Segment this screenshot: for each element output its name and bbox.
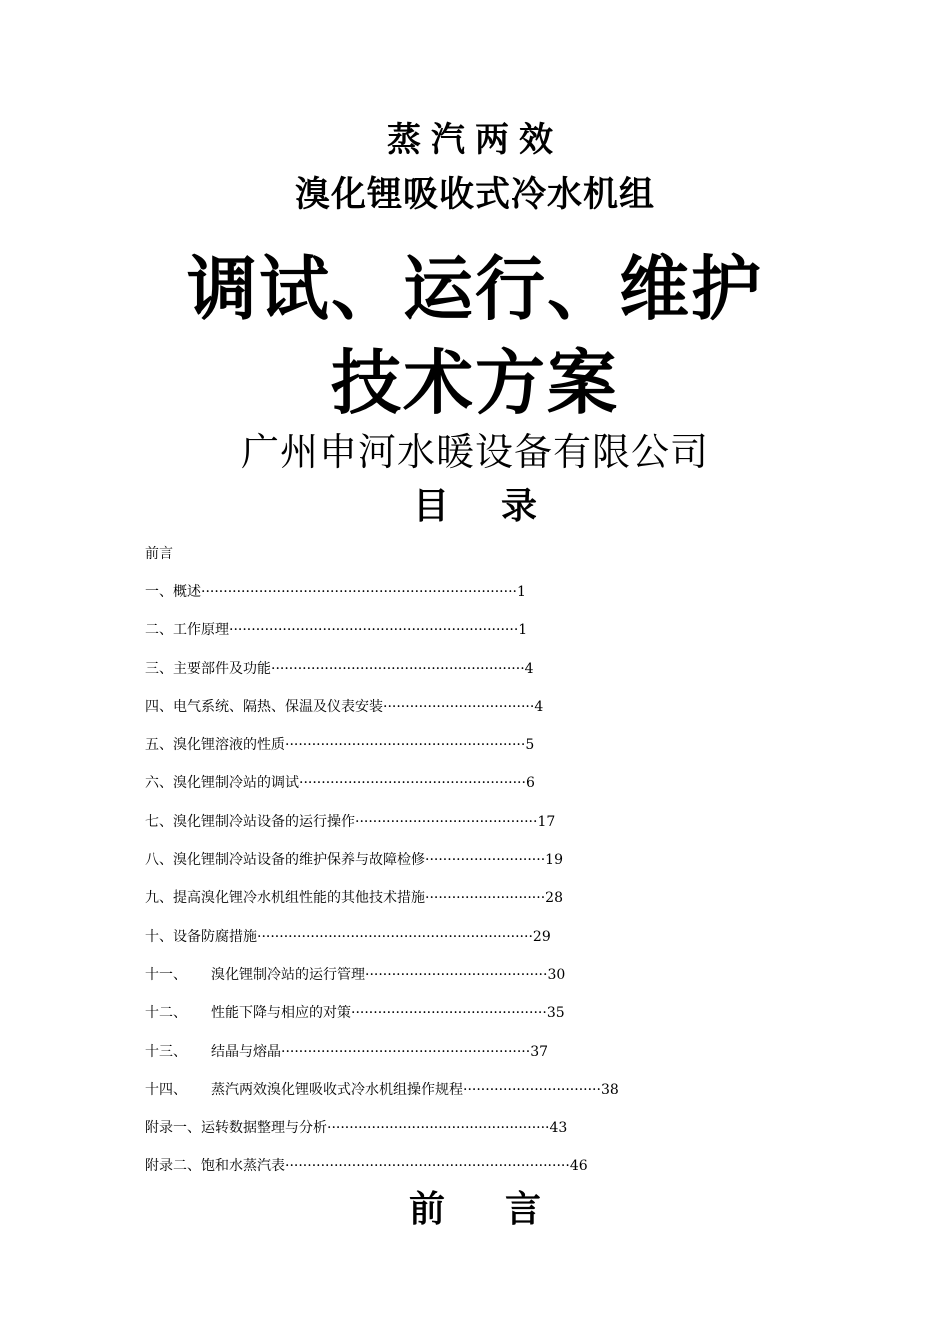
toc-entry-label (145, 1080, 463, 1100)
toc-entry-label (145, 927, 257, 947)
toc-entry[interactable] (145, 773, 785, 811)
toc-entry-number: 附录一、 (145, 1120, 201, 1137)
preface-heading-right: 言 (505, 1188, 542, 1230)
toc-entry-label (145, 888, 425, 908)
toc-heading (0, 484, 950, 530)
toc-entry-page-number: 6 (525, 775, 535, 792)
toc-entry[interactable] (145, 1003, 785, 1041)
toc-entry-leader-dots: ······························· (463, 1081, 601, 1098)
toc-entry-label (145, 1042, 281, 1062)
toc-entry-label (145, 850, 425, 870)
toc-entry-leader-dots: ········································· (355, 813, 538, 830)
toc-entry-number: 附录二、 (145, 1158, 201, 1175)
toc-entry-label (145, 1156, 285, 1176)
toc-entry-leader-dots: ························································ (281, 1043, 531, 1060)
toc-entry-title: 结晶与熔晶 (211, 1043, 281, 1060)
toc-entry-label (145, 735, 285, 755)
toc-entry-title: 概述 (173, 584, 201, 600)
toc-entry-leader-dots: ································································ (285, 1158, 570, 1175)
company-name: 广州申河水暖设备有限公司 (240, 430, 709, 474)
toc-entry-label (145, 659, 271, 679)
toc-entry-title: 电气系统、隔热、保温及仪表安装 (173, 698, 383, 715)
toc-entry-title: 蒸汽两效溴化锂吸收式冷水机组操作规程 (211, 1081, 463, 1098)
toc-entry-label (145, 697, 383, 717)
toc-entry-leader-dots: ································································· (229, 622, 519, 639)
toc-entry[interactable] (145, 927, 785, 965)
toc-entry-title: 溴化锂制冷站的运行管理 (211, 966, 365, 983)
toc-entry-label (145, 812, 355, 832)
toc-entry[interactable] (145, 1118, 785, 1156)
toc-entry-label (145, 582, 201, 602)
cover-title-line-2: 技术方案 (331, 342, 619, 424)
toc-entry-number: 七、 (145, 813, 173, 830)
toc-entry-leader-dots: ··························· (425, 852, 546, 869)
toc-entry-label (145, 1003, 351, 1023)
toc-entry-leader-dots: ··························· (425, 890, 546, 907)
preface-heading-left: 前 (408, 1188, 445, 1230)
toc-entry[interactable] (145, 735, 785, 773)
toc-entry-number: 三、 (145, 660, 173, 677)
toc-entry[interactable] (145, 582, 785, 620)
toc-entry-label (145, 773, 299, 793)
toc-entry-page-number: 37 (530, 1043, 549, 1060)
toc-entry-number: 四、 (145, 698, 173, 715)
toc-entry[interactable] (145, 659, 785, 697)
toc-entry-page-number: 1 (516, 584, 526, 600)
toc-entry[interactable] (145, 850, 785, 888)
toc-entry-page-number: 38 (600, 1081, 619, 1098)
toc-entry-title: 主要部件及功能 (173, 660, 271, 677)
toc-entry-number: 十一、 (145, 966, 187, 983)
toc-entry-page-number: 17 (537, 813, 556, 830)
toc-entry-leader-dots: ······················································ (285, 737, 526, 754)
toc-entry-title: 提高溴化锂冷水机组性能的其他技术措施 (173, 890, 425, 907)
toc-entry-number: 二、 (145, 622, 173, 639)
toc-entry[interactable] (145, 965, 785, 1003)
toc-entry-title: 性能下降与相应的对策 (211, 1005, 351, 1022)
toc-entry-label (145, 1118, 327, 1138)
cover-line-2: 溴化锂吸收式冷水机组 (294, 174, 655, 215)
toc-heading-right: 录 (501, 486, 538, 527)
toc-entry-leader-dots: ··················································· (299, 775, 526, 792)
toc-entry-number: 九、 (145, 890, 173, 907)
toc-heading-left: 目 (412, 486, 449, 527)
toc-entry-title: 工作原理 (173, 622, 229, 639)
toc-entry-title: 饱和水蒸汽表 (201, 1158, 285, 1175)
toc-entry-number: 五、 (145, 737, 173, 754)
toc-intro-link[interactable]: 前言 (145, 546, 173, 562)
toc-entry-page-number: 1 (518, 622, 528, 639)
toc-entry-page-number: 4 (534, 698, 544, 715)
toc-entry-number: 十四、 (145, 1081, 187, 1098)
toc-entry-number: 六、 (145, 775, 173, 792)
toc-entry-label (145, 620, 229, 640)
cover-line-1: 蒸汽两效 (387, 120, 563, 160)
toc-entry-leader-dots: ············································ (351, 1005, 547, 1022)
toc-entry-page-number: 29 (532, 928, 551, 945)
toc-entry-leader-dots: ·································· (383, 698, 535, 715)
toc-entry-page-number: 4 (524, 660, 534, 677)
toc-entry-page-number: 43 (549, 1120, 568, 1137)
toc-entry-page-number: 19 (545, 852, 563, 869)
toc-entry-title: 溴化锂制冷站的调试 (173, 775, 299, 792)
toc-entry-number: 八、 (145, 852, 173, 869)
toc-entry-leader-dots: ········································· (365, 966, 548, 983)
toc-entry-title: 溴化锂溶液的性质 (173, 737, 285, 754)
toc-entry-leader-dots: ························································· (271, 660, 525, 677)
toc-entry-number: 十二、 (145, 1005, 187, 1022)
toc-entry-number: 一、 (145, 584, 173, 600)
toc-entry-title: 设备防腐措施 (173, 928, 257, 945)
toc-entry-page-number: 5 (525, 737, 535, 754)
toc-entry-leader-dots: ······································································· (201, 584, 517, 600)
toc-entry[interactable] (145, 1080, 785, 1118)
toc-entry-page-number: 30 (547, 966, 566, 983)
toc-entry-leader-dots: ······························································ (257, 928, 533, 945)
toc-entry-label (145, 965, 365, 985)
toc-list (145, 582, 785, 1195)
toc-entry[interactable] (145, 1042, 785, 1080)
toc-entry[interactable] (145, 620, 785, 658)
toc-entry-title: 运转数据整理与分析 (201, 1120, 327, 1137)
toc-entry[interactable] (145, 888, 785, 926)
toc-entry-title: 溴化锂制冷站设备的维护保养与故障检修 (173, 852, 425, 869)
toc-entry-number: 十三、 (145, 1043, 187, 1060)
toc-entry-leader-dots: ·················································· (327, 1120, 550, 1137)
toc-entry-number: 十、 (145, 928, 173, 945)
toc-entry[interactable] (145, 812, 785, 850)
toc-entry-page-number: 35 (546, 1005, 565, 1022)
toc-entry[interactable] (145, 697, 785, 735)
toc-entry-page-number: 28 (545, 890, 563, 907)
preface-heading (0, 1186, 950, 1232)
toc-entry-page-number: 46 (569, 1158, 588, 1175)
cover-title-line-1: 调试、运行、维护 (187, 248, 763, 330)
toc-entry-title: 溴化锂制冷站设备的运行操作 (173, 813, 355, 830)
